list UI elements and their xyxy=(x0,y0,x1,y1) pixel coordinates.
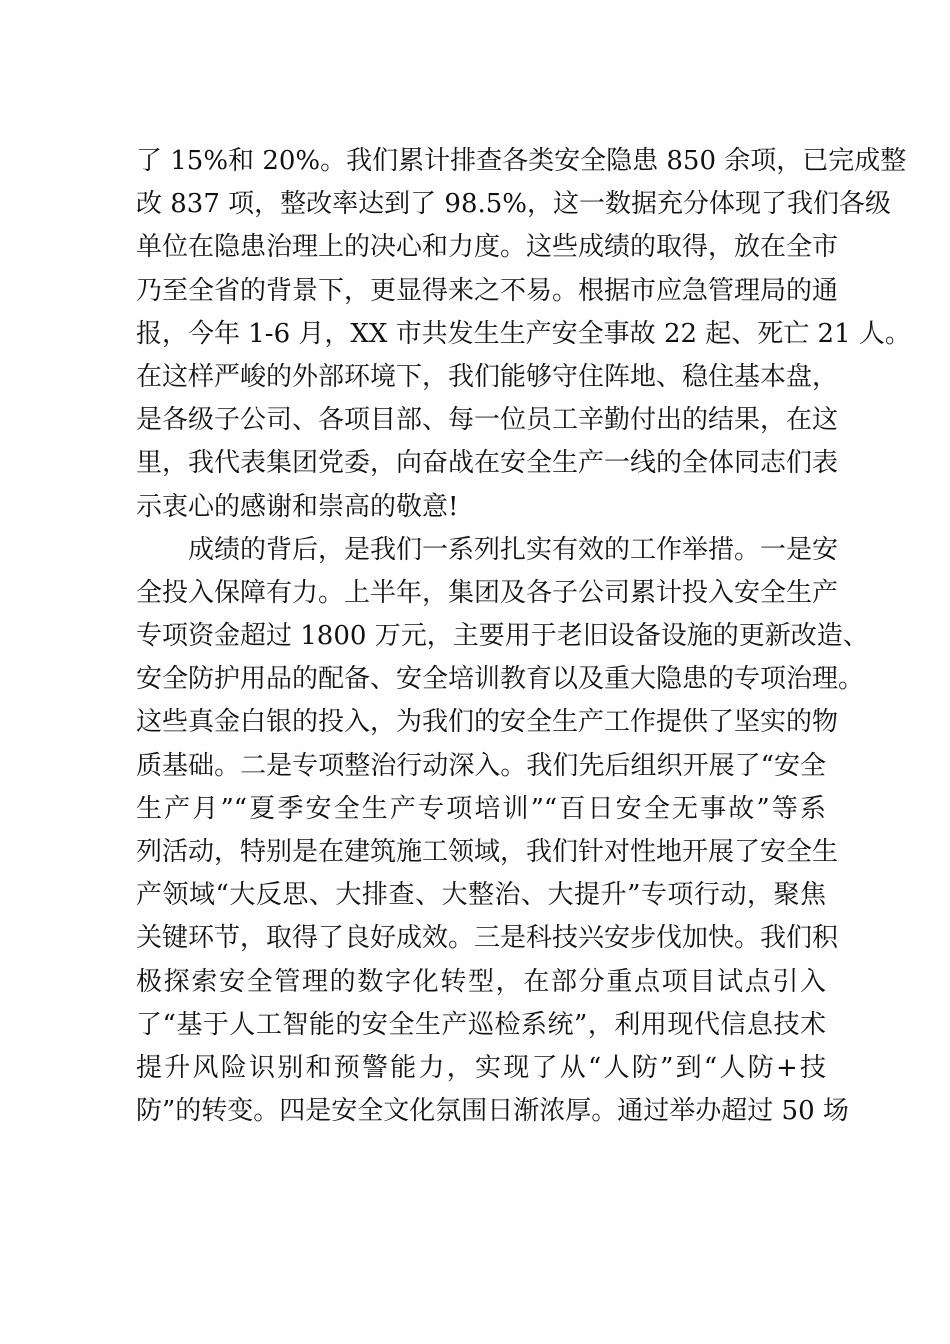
text-line: 单位在隐患治理上的决心和力度。这些成绩的取得，放在全市 xyxy=(136,232,839,263)
text-line: 产领域“大反思、大排查、大整治、大提升”专项行动，聚焦 xyxy=(136,880,826,911)
text-line: 这些真金白银的投入，为我们的安全生产工作提供了坚实的物 xyxy=(136,707,839,738)
text-line: 全投入保障有力。上半年，集团及各子公司累计投入安全生产 xyxy=(136,577,839,608)
text-line: 成绩的背后，是我们一系列扎实有效的工作举措。一是安 xyxy=(136,534,839,565)
text-line: 专项资金超过 1800 万元，主要用于老旧设备设施的更新改造、 xyxy=(136,621,869,652)
text-line: 防”的转变。四是安全文化氛围日渐浓厚。通过举办超过 50 场 xyxy=(136,1096,849,1127)
text-line: 乃至全省的背景下，更显得来之不易。根据市应急管理局的通 xyxy=(136,275,839,306)
paragraph-2 xyxy=(136,529,869,1134)
text-line: 是各级子公司、各项目部、每一位员工辛勤付出的结果，在这 xyxy=(136,405,839,436)
text-line: 列活动，特别是在建筑施工领域，我们针对性地开展了安全生 xyxy=(136,837,839,867)
text-line: 提升风险识别和预警能力，实现了从“人防”到“人防+技 xyxy=(136,1052,826,1083)
text-line: 在这样严峻的外部环境下，我们能够守住阵地、稳住基本盘， xyxy=(136,361,839,392)
text-line: 安全防护用品的配备、安全培训教育以及重大隐患的专项治理。 xyxy=(136,664,865,695)
text-line: 里，我代表集团党委，向奋战在安全生产一线的全体同志们表 xyxy=(136,448,839,479)
paragraph-1 xyxy=(136,140,911,529)
text-line: 了“基于人工智能的安全生产巡检系统”，利用现代信息技术 xyxy=(136,1009,826,1040)
text-line: 示衷心的感谢和崇高的敬意! xyxy=(136,491,459,522)
text-line: 质基础。二是专项整治行动深入。我们先后组织开展了“安全 xyxy=(136,750,826,781)
text-line: 生产月”“夏季安全生产专项培训”“百日安全无事故”等系 xyxy=(136,793,826,824)
text-line: 报，今年 1-6 月，XX 市共发生生产安全事故 22 起、死亡 21 人。 xyxy=(136,318,911,349)
text-line: 改 837 项，整改率达到了 98.5%，这一数据充分体现了我们各级 xyxy=(136,189,892,220)
document-body xyxy=(136,140,911,1133)
text-line: 极探索安全管理的数字化转型，在部分重点项目试点引入 xyxy=(136,966,826,997)
text-line: 关键环节，取得了良好成效。三是科技兴安步伐加快。我们积 xyxy=(136,923,839,954)
text-line: 了 15%和 20%。我们累计排查各类安全隐患 850 余项，已完成整 xyxy=(136,146,907,176)
